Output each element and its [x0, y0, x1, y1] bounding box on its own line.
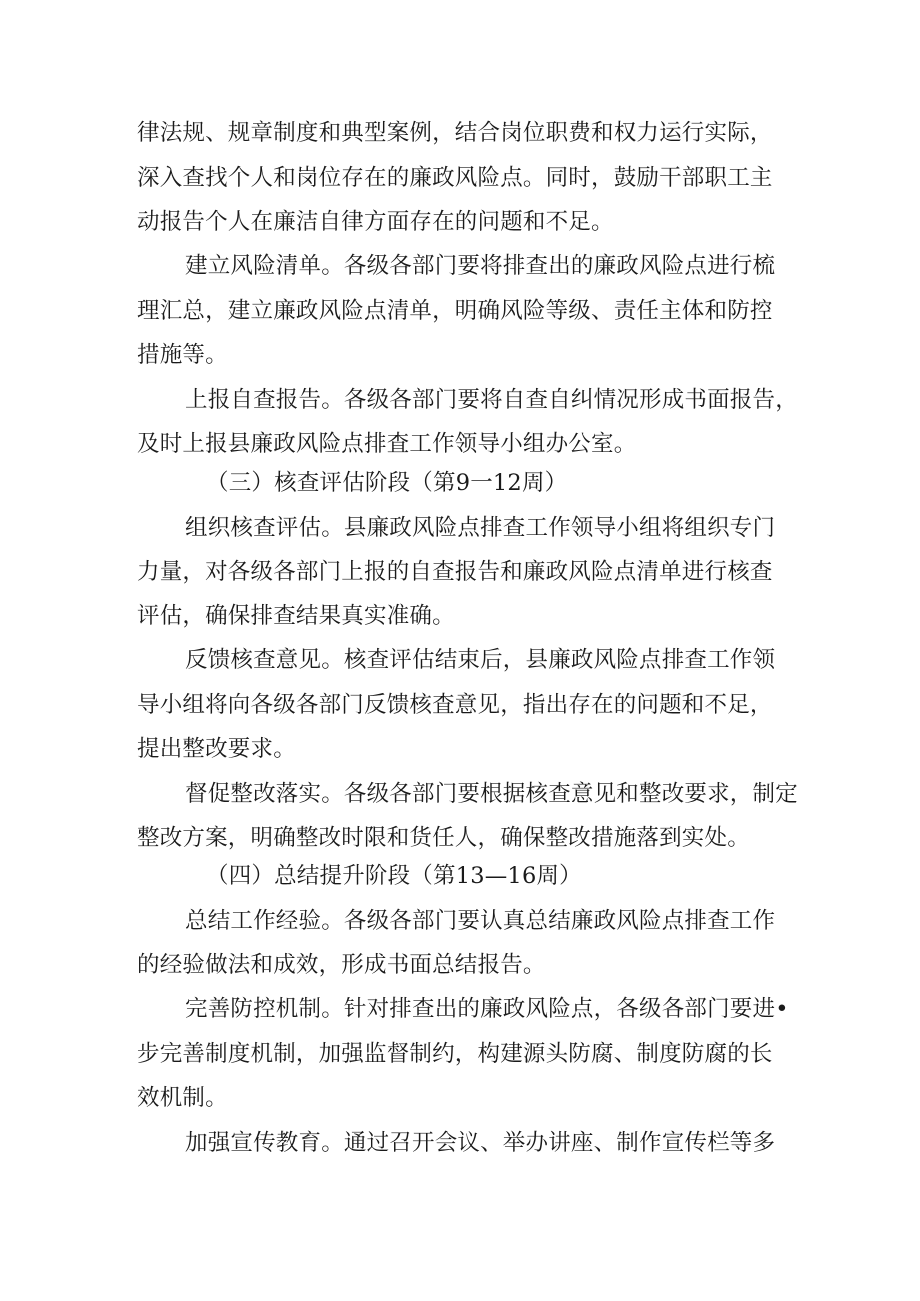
- paragraph-first-line: 反馈核查意见。核查评估结束后，县廉政风险点排查工作领: [185, 647, 776, 673]
- body-text-line: 导小组将向各级各部门反馈核査意见，指出存在的问题和不足，: [137, 692, 773, 718]
- body-text-line: 深入查找个人和岗位存在的廉政风险点。同时，鼓励干部职工主: [137, 165, 773, 191]
- body-text-line: 步完善制度机制，加强监督制约，构建源头防腐、制度防腐的长: [137, 1041, 773, 1067]
- body-text-line: 效机制。: [137, 1085, 228, 1111]
- paragraph-first-line: 完善防控机制。针对排查出的廉政风险点，各级各部门要进•: [185, 996, 789, 1022]
- paragraph-first-line: 组织核查评估。县廉政风险点排查工作领导小组将组织专门: [185, 515, 776, 541]
- body-text-line: 措施等。: [137, 342, 228, 368]
- body-text-line: 律法规、规章制度和典型案例，结合岗位职费和权力运行实际，: [137, 120, 773, 146]
- body-text-line: 及时上报县廉政风险点排査工作领导小组办公室。: [137, 431, 637, 457]
- body-text-line: 提出整改要求。: [137, 736, 296, 762]
- paragraph-first-line: 加强宣传教育。通过召开会议、举办讲座、制作宣传栏等多: [185, 1130, 776, 1156]
- paragraph-first-line: 建立风险清单。各级各部门要将排查出的廉政风险点进行梳: [185, 253, 776, 279]
- body-text-line: 整改方案，明确整改时限和货任人，确保整改措施落到实处。: [137, 825, 750, 851]
- section-heading-4: （四）总结提升阶段（第13—16周）: [206, 863, 582, 889]
- section-heading-3: （三）核查评估阶段（第9一12周）: [206, 470, 568, 496]
- body-text-line: 评估，确保排查结果真实准确。: [137, 603, 455, 629]
- body-text-line: 理汇总，建立廉政风险点清单，明确风险等级、责任主体和防控: [137, 298, 773, 324]
- body-text-line: 动报告个人在廉洁自律方面存在的问题和不足。: [137, 209, 614, 235]
- paragraph-first-line: 总结工作经验。各级各部门要认真总结廉政风险点排查工作: [185, 908, 776, 934]
- paragraph-first-line: 督促整改落实。各级各部门要根据核查意见和整改要求，制定: [185, 781, 798, 807]
- body-text-line: 的经验做法和成效，形成书面总结报告。: [137, 952, 546, 978]
- paragraph-first-line: 上报自查报告。各级各部门要将自查自纠情况形成书面报告，: [185, 387, 798, 413]
- body-text-line: 力量，对各级各部门上报的自查报告和廉政风险点清单进行核查: [137, 559, 773, 585]
